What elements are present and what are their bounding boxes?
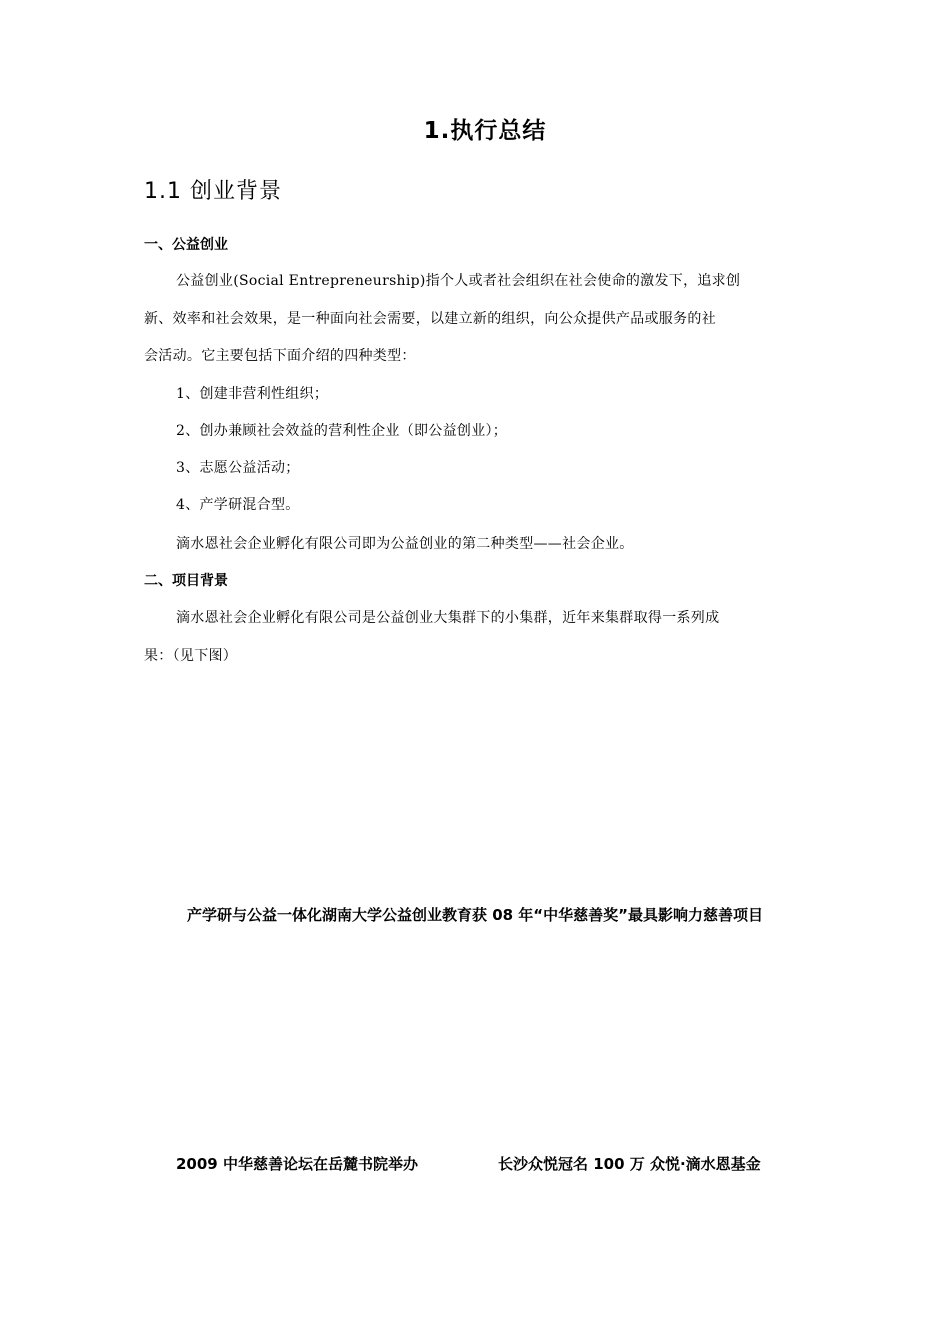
section-title: 1.1 创业背景	[144, 179, 282, 204]
part1-closing: 滴水恩社会企业孵化有限公司即为公益创业的第二种类型——社会企业。	[176, 536, 634, 552]
part1-heading: 一、公益创业	[144, 237, 228, 253]
list-item: 3、志愿公益活动；	[176, 460, 300, 476]
list-item: 2、创办兼顾社会效益的营利性企业（即公益创业）；	[176, 423, 508, 439]
part2-paragraph-line: 滴水恩社会企业孵化有限公司是公益创业大集群下的小集群，近年来集群取得一系列成	[176, 610, 720, 626]
part1-paragraph-line: 会活动。它主要包括下面介绍的四种类型：	[144, 348, 416, 364]
figure-caption-award: 产学研与公益一体化湖南大学公益创业教育获 08 年“中华慈善奖”最具影响力慈善项目	[186, 906, 764, 924]
part1-paragraph-line: 新、效率和社会效果，是一种面向社会需要，以建立新的组织，向公众提供产品或服务的社	[144, 311, 716, 327]
list-item: 4、产学研混合型。	[176, 497, 300, 513]
figure-caption-forum: 2009 中华慈善论坛在岳麓书院举办	[176, 1155, 418, 1173]
list-item: 1、创建非营利性组织；	[176, 386, 329, 402]
chapter-title: 1.执行总结	[423, 118, 547, 144]
figure-caption-fund: 长沙众悦冠名 100 万 众悦·滴水恩基金	[498, 1155, 761, 1173]
part2-heading: 二、项目背景	[144, 573, 228, 589]
part2-paragraph-line: 果：（见下图）	[144, 648, 238, 664]
part1-paragraph-line: 公益创业(Social Entrepreneurship)指个人或者社会组织在社会使命的激发下，追求创	[176, 273, 741, 289]
